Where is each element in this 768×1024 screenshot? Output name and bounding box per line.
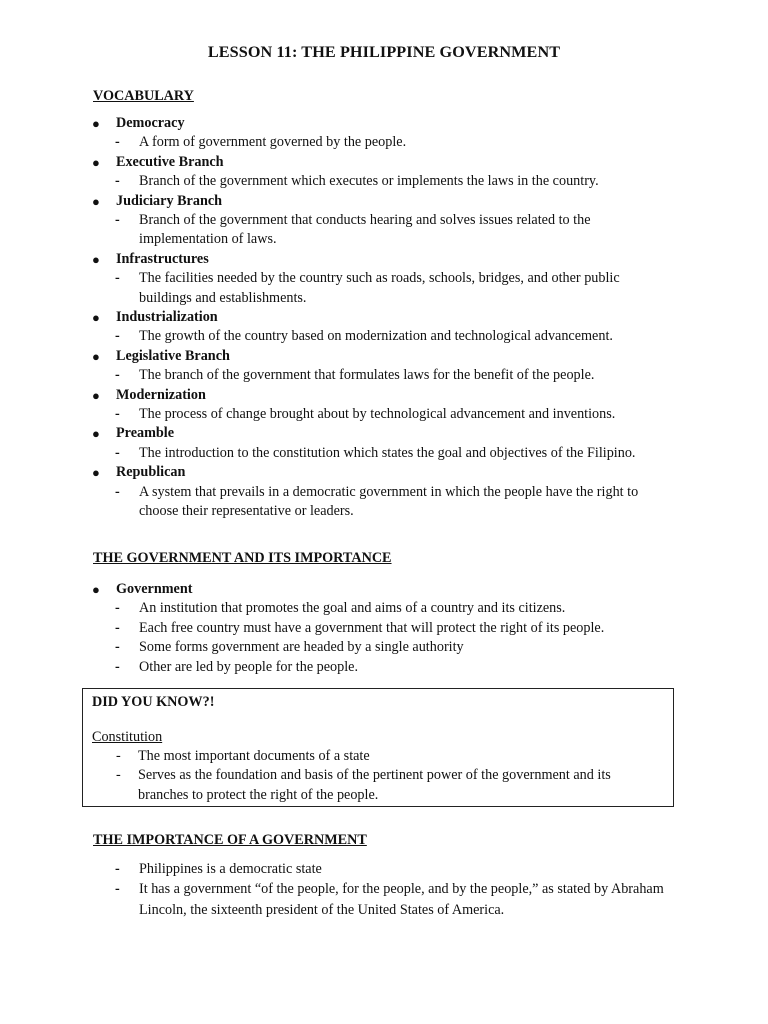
page-title: LESSON 11: THE PHILIPPINE GOVERNMENT bbox=[207, 43, 561, 61]
dash-icon: - bbox=[116, 748, 121, 764]
dash-icon: - bbox=[115, 861, 120, 877]
term-label: Modernization bbox=[116, 386, 206, 403]
dash-icon: - bbox=[115, 405, 120, 422]
vocabulary-item bbox=[0, 114, 768, 153]
list-item: The most important documents of a state bbox=[138, 748, 370, 764]
term-definition: The branch of the government that formulates laws for the benefit of the people. bbox=[139, 367, 595, 384]
bullet-icon: ● bbox=[92, 310, 100, 325]
importance-list bbox=[0, 860, 768, 920]
box-subtitle: Constitution bbox=[92, 729, 163, 745]
term-definition: Branch of the government that conducts hearing and solves issues related to the implementation of laws. bbox=[139, 211, 591, 248]
term-definition: A form of government governed by the people. bbox=[139, 134, 407, 151]
term-definition: The growth of the country based on modernization and technological advancement. bbox=[139, 328, 613, 345]
dash-icon: - bbox=[115, 483, 120, 500]
bullet-icon: ● bbox=[92, 465, 100, 481]
vocabulary-item bbox=[0, 153, 768, 192]
term-label: Government bbox=[116, 581, 193, 597]
list-item: An institution that promotes the goal and aims of a country and its citizens. bbox=[139, 600, 566, 617]
dash-icon: - bbox=[115, 173, 120, 190]
bullet-icon: ● bbox=[92, 348, 100, 364]
vocabulary-list bbox=[0, 114, 768, 521]
list-item: Philippines is a democratic state bbox=[139, 861, 322, 877]
vocabulary-item bbox=[0, 308, 768, 347]
bullet-icon: ● bbox=[92, 193, 100, 209]
bullet-icon: ● bbox=[92, 426, 100, 442]
bullet-icon: ● bbox=[92, 387, 100, 403]
bullet-icon: ● bbox=[92, 154, 100, 170]
term-definition: A system that prevails in a democratic government in which the people have the right to choose their representative or leaders. bbox=[139, 483, 639, 519]
term-definition: Branch of the government which executes or implements the laws in the country. bbox=[139, 173, 599, 190]
term-label: Legislative Branch bbox=[116, 347, 230, 364]
term-label: Democracy bbox=[116, 115, 185, 131]
vocabulary-item bbox=[0, 386, 768, 425]
vocabulary-item bbox=[0, 192, 768, 250]
did-you-know-box bbox=[82, 688, 674, 807]
dash-icon: - bbox=[115, 328, 120, 345]
bullet-icon: ● bbox=[92, 251, 100, 267]
box-title: DID YOU KNOW?! bbox=[92, 694, 215, 710]
bullet-icon: ● bbox=[92, 116, 100, 131]
vocabulary-item bbox=[0, 347, 768, 386]
term-label: Preamble bbox=[116, 425, 175, 442]
dash-icon: - bbox=[115, 881, 120, 898]
term-definition: The introduction to the constitution which states the goal and objectives of the Filipino. bbox=[139, 444, 636, 461]
dash-icon: - bbox=[115, 444, 120, 461]
dash-icon: - bbox=[115, 639, 120, 656]
list-item: It has a government “of the people, for the people, and by the people,” as stated by Abraham Lincoln, the sixteenth president of the United States of America. bbox=[139, 881, 664, 918]
bullet-icon: ● bbox=[92, 582, 100, 597]
dash-icon: - bbox=[115, 600, 120, 617]
vocabulary-item bbox=[0, 250, 768, 308]
dash-icon: - bbox=[115, 658, 120, 675]
term-label: Republican bbox=[116, 464, 186, 481]
vocabulary-heading: VOCABULARY bbox=[93, 88, 194, 104]
term-label: Judiciary Branch bbox=[116, 192, 223, 209]
dash-icon: - bbox=[115, 211, 120, 228]
term-label: Executive Branch bbox=[116, 153, 224, 170]
dash-icon: - bbox=[115, 134, 120, 151]
list-item: Other are led by people for the people. bbox=[139, 658, 359, 675]
importance-heading: THE IMPORTANCE OF A GOVERNMENT bbox=[93, 832, 367, 848]
vocabulary-item bbox=[0, 424, 768, 463]
term-definition: The process of change brought about by technological advancement and inventions. bbox=[139, 405, 616, 422]
term-label: Infrastructures bbox=[116, 250, 209, 267]
box-list bbox=[83, 747, 673, 805]
term-label: Industrialization bbox=[116, 309, 218, 325]
list-item: Each free country must have a government that will protect the right of its people. bbox=[139, 619, 605, 636]
dash-icon: - bbox=[115, 367, 120, 384]
government-list bbox=[0, 580, 768, 677]
dash-icon: - bbox=[115, 619, 120, 636]
list-item: Some forms government are headed by a single authority bbox=[139, 639, 464, 656]
vocabulary-item bbox=[0, 463, 768, 521]
list-item: Serves as the foundation and basis of the pertinent power of the government and its branches to protect the right of the people. bbox=[138, 767, 611, 803]
government-heading: THE GOVERNMENT AND ITS IMPORTANCE bbox=[93, 550, 392, 566]
dash-icon: - bbox=[116, 767, 121, 784]
term-definition: The facilities needed by the country such as roads, schools, bridges, and other public buildings and establishments. bbox=[139, 270, 620, 306]
dash-icon: - bbox=[115, 270, 120, 287]
